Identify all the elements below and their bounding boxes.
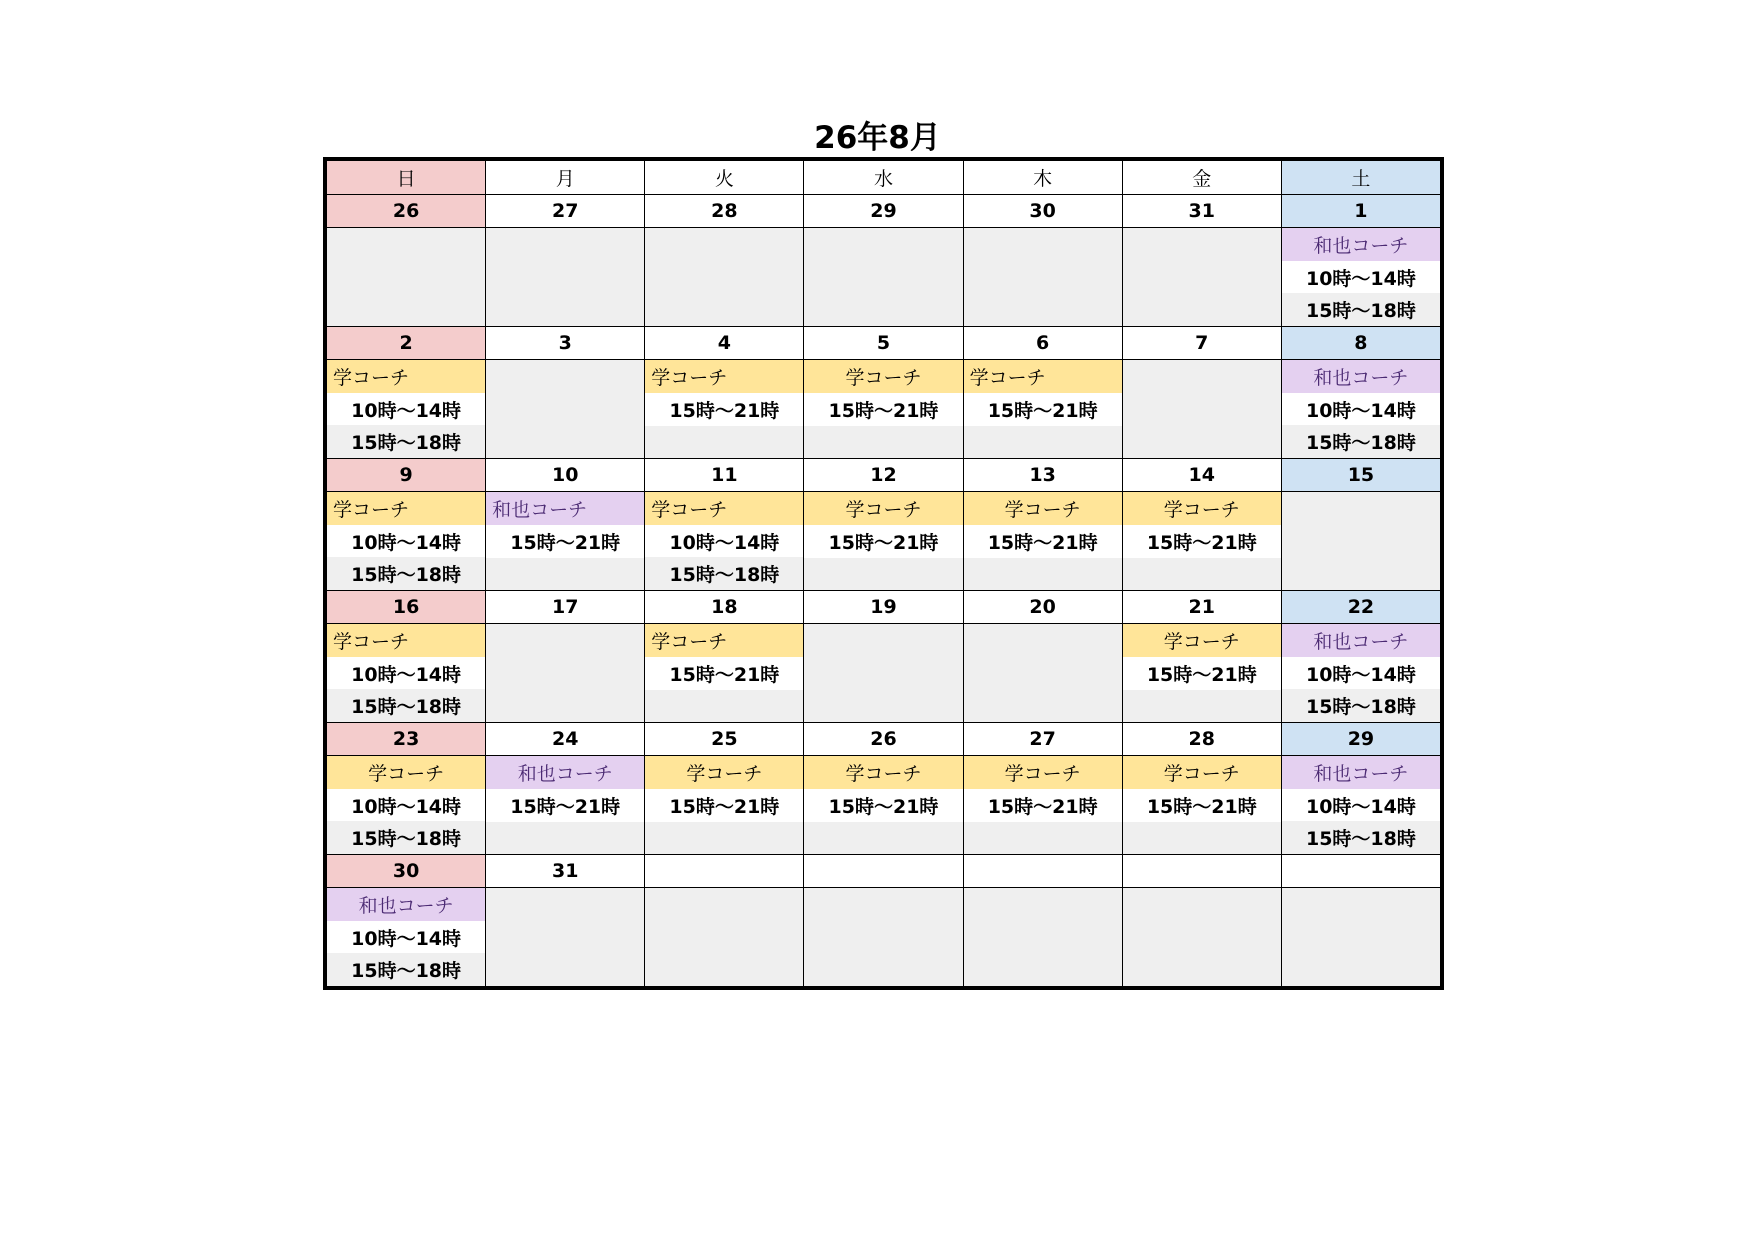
schedule-row [327,756,1440,855]
schedule-cell[interactable] [964,756,1123,854]
date-cell: 16 [327,591,486,623]
calendar-title: 26年8月 [814,120,941,156]
date-cell: 12 [804,459,963,491]
schedule-cell[interactable] [964,888,1123,986]
date-cell [804,855,963,887]
coach-label-kazuya: 和也コーチ [486,492,644,525]
time-slot: 15時～18時 [327,425,485,458]
date-cell: 1 [1282,195,1440,227]
coach-label-gaku: 学コーチ [327,492,485,525]
schedule-cell[interactable] [327,756,486,854]
coach-label-kazuya: 和也コーチ [1282,228,1440,261]
schedule-cell[interactable] [327,228,486,326]
time-slot: 15時～21時 [645,393,803,426]
coach-label-gaku: 学コーチ [645,756,803,789]
schedule-cell[interactable] [327,360,486,458]
time-slot: 10時～14時 [645,525,803,558]
weekday-header-thu: 木 [964,161,1123,194]
schedule-row [327,492,1440,591]
date-cell: 2 [327,327,486,359]
date-cell: 11 [645,459,804,491]
date-cell: 18 [645,591,804,623]
date-cell: 19 [804,591,963,623]
date-cell: 28 [645,195,804,227]
date-cell: 15 [1282,459,1440,491]
coach-label-gaku: 学コーチ [964,756,1122,789]
schedule-cell[interactable] [1282,228,1440,326]
weekday-header-sun: 日 [327,161,486,194]
date-cell: 3 [486,327,645,359]
weekday-header-wed: 水 [804,161,963,194]
time-slot: 15時～21時 [1123,657,1281,690]
time-slot: 10時～14時 [1282,393,1440,426]
date-cell [645,855,804,887]
coach-label-kazuya: 和也コーチ [327,888,485,921]
coach-label-gaku: 学コーチ [1123,624,1281,657]
schedule-cell[interactable] [327,888,486,986]
weekday-header-row [327,161,1440,195]
date-cell: 17 [486,591,645,623]
time-slot: 15時～18時 [327,557,485,590]
date-cell: 20 [964,591,1123,623]
coach-label-kazuya: 和也コーチ [1282,360,1440,393]
date-row [327,327,1440,360]
schedule-cell[interactable] [327,624,486,722]
schedule-cell[interactable] [645,492,804,590]
schedule-cell[interactable] [964,360,1123,458]
date-row [327,195,1440,228]
coach-label-kazuya: 和也コーチ [1282,756,1440,789]
coach-label-gaku: 学コーチ [804,756,962,789]
weekday-header-mon: 月 [486,161,645,194]
coach-label-gaku: 学コーチ [1123,756,1281,789]
schedule-cell[interactable] [645,888,804,986]
schedule-cell[interactable] [1123,756,1282,854]
coach-label-gaku: 学コーチ [327,360,485,393]
date-cell: 29 [804,195,963,227]
schedule-cell[interactable] [1282,360,1440,458]
schedule-cell[interactable] [1282,756,1440,854]
date-cell: 30 [964,195,1123,227]
coach-label-gaku: 学コーチ [327,624,485,657]
date-cell: 13 [964,459,1123,491]
time-slot: 15時～21時 [964,789,1122,822]
time-slot: 15時～21時 [1123,525,1281,558]
date-cell: 26 [327,195,486,227]
date-cell: 6 [964,327,1123,359]
time-slot: 15時～21時 [964,393,1122,426]
time-slot: 15時～18時 [1282,293,1440,326]
coach-label-gaku: 学コーチ [964,360,1122,393]
schedule-cell[interactable] [804,624,963,722]
schedule-cell[interactable] [486,228,645,326]
date-cell: 21 [1123,591,1282,623]
schedule-cell[interactable] [1123,360,1282,458]
time-slot: 10時～14時 [1282,657,1440,690]
schedule-row [327,360,1440,459]
date-row [327,855,1440,888]
schedule-cell[interactable] [1123,492,1282,590]
date-cell: 29 [1282,723,1440,755]
time-slot: 15時～21時 [964,525,1122,558]
schedule-cell[interactable] [645,228,804,326]
date-cell: 23 [327,723,486,755]
date-row [327,459,1440,492]
schedule-cell[interactable] [1282,624,1440,722]
coach-label-gaku: 学コーチ [964,492,1122,525]
date-cell: 24 [486,723,645,755]
coach-label-gaku: 学コーチ [1123,492,1281,525]
time-slot: 15時～21時 [804,789,962,822]
date-cell: 4 [645,327,804,359]
time-slot: 10時～14時 [327,921,485,954]
date-cell: 25 [645,723,804,755]
time-slot: 15時～21時 [1123,789,1281,822]
schedule-cell[interactable] [804,360,963,458]
date-cell: 8 [1282,327,1440,359]
schedule-cell[interactable] [1282,888,1440,986]
coach-label-gaku: 学コーチ [804,492,962,525]
date-cell: 31 [486,855,645,887]
date-row [327,723,1440,756]
date-cell [964,855,1123,887]
time-slot: 15時～18時 [327,953,485,986]
time-slot: 15時～18時 [645,557,803,590]
schedule-cell[interactable] [486,624,645,722]
time-slot: 15時～18時 [1282,689,1440,722]
date-cell: 9 [327,459,486,491]
time-slot: 15時～21時 [486,525,644,558]
schedule-cell[interactable] [486,888,645,986]
schedule-cell[interactable] [1282,492,1440,590]
schedule-row [327,888,1440,986]
schedule-cell[interactable] [645,756,804,854]
schedule-cell[interactable] [1123,228,1282,326]
schedule-cell[interactable] [327,492,486,590]
time-slot: 15時～21時 [645,789,803,822]
schedule-cell[interactable] [1123,888,1282,986]
date-cell: 30 [327,855,486,887]
time-slot: 15時～18時 [1282,425,1440,458]
schedule-cell[interactable] [804,756,963,854]
schedule-cell[interactable] [486,360,645,458]
date-cell: 14 [1123,459,1282,491]
coach-label-gaku: 学コーチ [327,756,485,789]
time-slot: 10時～14時 [1282,789,1440,822]
date-row [327,591,1440,624]
date-cell: 26 [804,723,963,755]
time-slot: 15時～18時 [327,689,485,722]
coach-label-gaku: 学コーチ [804,360,962,393]
coach-label-gaku: 学コーチ [645,360,803,393]
date-cell: 27 [486,195,645,227]
date-cell: 28 [1123,723,1282,755]
time-slot: 15時～18時 [327,821,485,854]
date-cell [1123,855,1282,887]
date-cell: 22 [1282,591,1440,623]
date-cell: 31 [1123,195,1282,227]
schedule-cell[interactable] [964,492,1123,590]
weekday-header-fri: 金 [1123,161,1282,194]
time-slot: 15時～21時 [804,525,962,558]
time-slot: 15時～21時 [486,789,644,822]
coach-label-gaku: 学コーチ [645,492,803,525]
coach-label-kazuya: 和也コーチ [1282,624,1440,657]
coach-label-kazuya: 和也コーチ [486,756,644,789]
time-slot: 10時～14時 [327,525,485,558]
time-slot: 10時～14時 [327,393,485,426]
calendar-grid [323,157,1444,990]
schedule-cell[interactable] [1123,624,1282,722]
weekday-header-tue: 火 [645,161,804,194]
schedule-cell[interactable] [645,624,804,722]
date-cell: 27 [964,723,1123,755]
time-slot: 10時～14時 [327,657,485,690]
schedule-row [327,228,1440,327]
coach-label-gaku: 学コーチ [645,624,803,657]
time-slot: 15時～21時 [804,393,962,426]
schedule-cell[interactable] [486,492,645,590]
schedule-cell[interactable] [964,624,1123,722]
schedule-cell[interactable] [804,492,963,590]
time-slot: 15時～18時 [1282,821,1440,854]
time-slot: 10時～14時 [1282,261,1440,294]
date-cell: 7 [1123,327,1282,359]
time-slot: 15時～21時 [645,657,803,690]
schedule-cell[interactable] [804,228,963,326]
date-cell [1282,855,1440,887]
date-cell: 5 [804,327,963,359]
time-slot: 10時～14時 [327,789,485,822]
date-cell: 10 [486,459,645,491]
schedule-cell[interactable] [804,888,963,986]
schedule-cell[interactable] [645,360,804,458]
schedule-row [327,624,1440,723]
schedule-cell[interactable] [486,756,645,854]
schedule-cell[interactable] [964,228,1123,326]
weekday-header-sat: 土 [1282,161,1440,194]
